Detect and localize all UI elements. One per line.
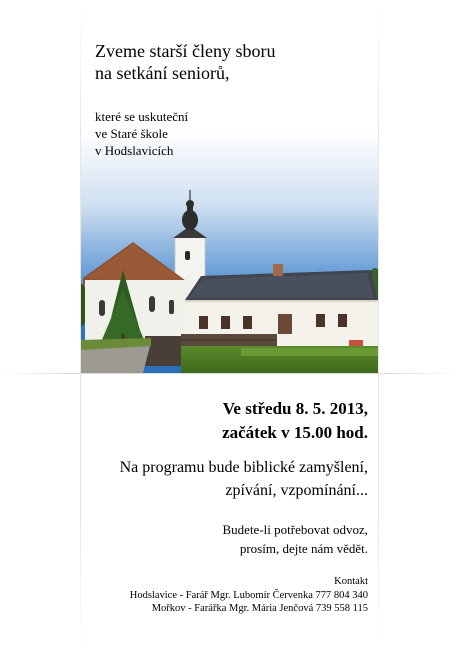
program-line: zpívání, vzpomínání...	[225, 482, 368, 499]
transport-line: Budete-li potřebovat odvoz,	[222, 522, 368, 537]
contact-label: Kontakt	[334, 576, 368, 587]
event-datetime	[222, 397, 368, 445]
event-time: začátek v 15.00 hod.	[222, 423, 368, 442]
program-text	[120, 456, 368, 502]
program-line: Na programu bude biblické zamyšlení,	[119, 459, 368, 476]
venue-line: které se uskuteční	[95, 109, 189, 124]
poster-right-edge	[378, 0, 379, 650]
contact-block	[130, 575, 368, 616]
contact-line: Mořkov - Farářka Mgr. Mária Jenčová 739 558 115	[151, 603, 368, 614]
venue-line: ve Staré škole	[95, 126, 168, 141]
event-date: Ve středu 8. 5. 2013,	[222, 399, 368, 418]
transport-note	[223, 520, 369, 558]
heading-line: Zveme starší členy sboru	[95, 41, 276, 61]
divider	[0, 373, 460, 374]
transport-line: prosím, dejte nám vědět.	[239, 541, 368, 556]
contact-line: Hodslavice - Farář Mgr. Lubomír Červenka 777 804 340	[129, 589, 368, 601]
venue-text	[95, 108, 295, 159]
invitation-heading	[95, 40, 365, 84]
venue-line: v Hodslavicích	[95, 143, 174, 158]
heading-line: na setkání seniorů,	[95, 63, 230, 83]
